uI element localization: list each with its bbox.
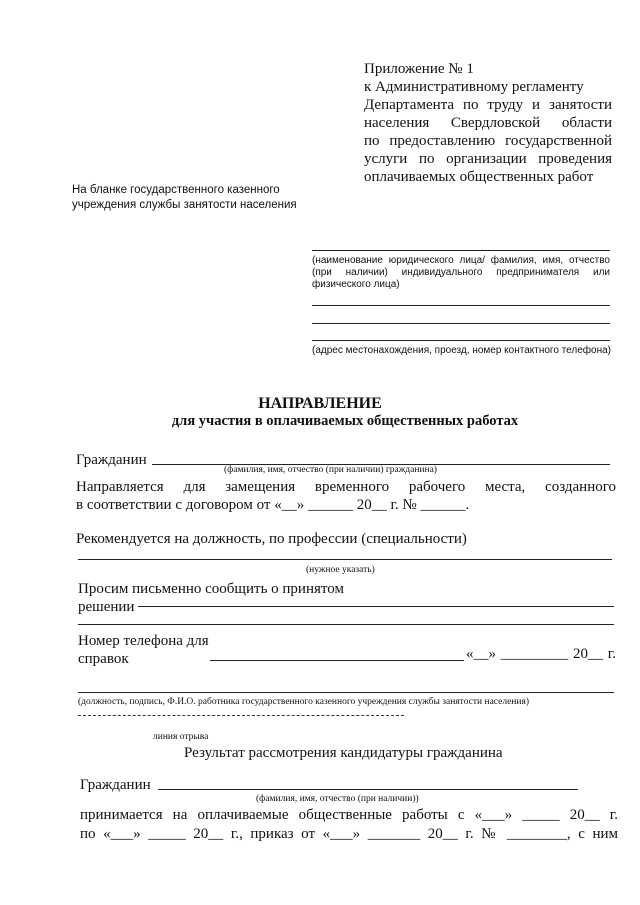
ask-line: Просим письменно сообщить о принятом — [78, 581, 344, 597]
position-field[interactable] — [78, 559, 612, 560]
decision-field[interactable] — [138, 606, 614, 607]
official-signature-field[interactable] — [78, 692, 614, 693]
caption-line: (наименование юридического лица/ фамилия, имя, отчество — [312, 255, 610, 266]
blank-note-line: На бланке государственного казенного — [72, 184, 280, 196]
appendix-line: к Административному регламенту — [364, 79, 584, 95]
recipient-line — [312, 305, 610, 306]
tear-line-label: линия отрыва — [153, 732, 209, 742]
result-citizen-caption: (фамилия, имя, отчество (при наличии)) — [256, 794, 419, 804]
phone-label: Номер телефона для — [78, 633, 209, 649]
document-title: НАПРАВЛЕНИЕ — [258, 395, 382, 412]
result-citizen-field[interactable] — [158, 789, 578, 790]
appendix-line: оплачиваемых общественных работ — [364, 169, 594, 185]
phone-date: «__» _________ 20__ г. — [466, 646, 616, 662]
decision-field-2[interactable] — [78, 624, 614, 625]
citizen-label: Гражданин — [76, 452, 147, 468]
phone-field[interactable] — [210, 660, 464, 661]
recipient-line — [312, 323, 610, 324]
citizen-caption: (фамилия, имя, отчество (при наличии) гражданина) — [224, 465, 437, 475]
document-subtitle: для участия в оплачиваемых общественных работах — [171, 413, 519, 429]
official-caption: (должность, подпись, Ф.И.О. работника государственного казенного учреждения службы занятости населения) — [78, 697, 530, 707]
blank-note — [72, 183, 312, 213]
recipient-name-line — [312, 250, 610, 251]
appendix-line: Департамента по труду и занятости — [364, 97, 612, 113]
recipient-address-line — [312, 340, 610, 341]
contract-line: в соответствии с договором от «__» ______ 20__ г. № ______. — [76, 497, 470, 513]
phone-label-2: справок — [78, 651, 129, 667]
recommend-line: Рекомендуется на должность, по профессии (специальности) — [76, 531, 467, 547]
blank-note-line: учреждения службы занятости населения — [72, 199, 297, 211]
result-heading: Результат рассмотрения кандидатуры гражданина — [184, 745, 503, 761]
address-caption: (адрес местонахождения, проезд, номер контактного телефона) — [312, 345, 611, 356]
sent-line: Направляется для замещения временного рабочего места, созданного — [76, 479, 616, 495]
recommend-caption: (нужное указать) — [306, 565, 375, 575]
period-line: по «___» _____ 20__ г., приказ от «___» _______ 20__ г. № ________, с ним — [80, 826, 618, 842]
caption-line: (при наличии) индивидуального предпринимателя или — [312, 267, 610, 278]
accepted-line: принимается на оплачиваемые общественные работы с «___» _____ 20__ г. — [80, 807, 618, 823]
appendix-line: услуги по организации проведения — [364, 151, 612, 167]
appendix-line: населения Свердловской области — [364, 115, 612, 131]
caption-line: физического лица) — [312, 279, 400, 290]
appendix-line: по предоставлению государственной — [364, 133, 612, 149]
tear-line — [78, 715, 404, 716]
ask-line-2: решении — [78, 599, 135, 615]
result-citizen-label: Гражданин — [80, 777, 151, 793]
appendix-block — [364, 60, 612, 186]
appendix-line: Приложение № 1 — [364, 61, 474, 77]
recipient-caption — [312, 255, 610, 291]
